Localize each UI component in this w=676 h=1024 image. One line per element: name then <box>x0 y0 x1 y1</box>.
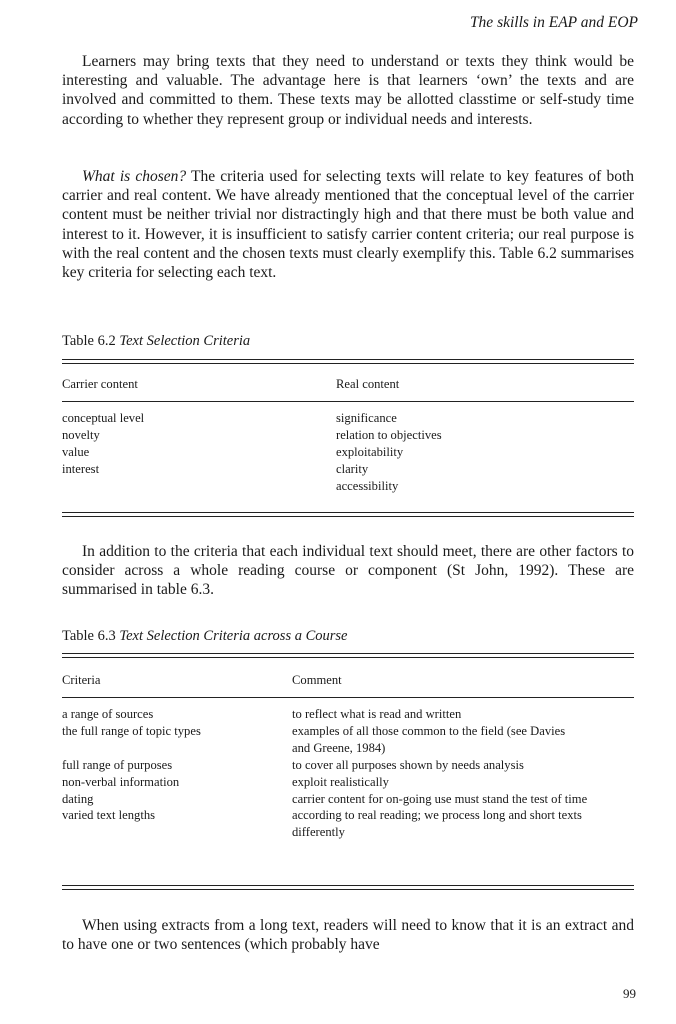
table-6-3-caption: Table 6.3 Text Selection Criteria across a Course <box>62 628 348 644</box>
header-real-content: Real content <box>336 377 400 391</box>
table-6-3-top-rule <box>62 653 634 654</box>
comment-cell: examples of all those common to the field (see Davies and Greene, 1984) <box>292 723 566 755</box>
header-carrier-content: Carrier content <box>62 377 138 391</box>
comment-cell: carrier content for on-going use must stand the test of time <box>292 791 588 806</box>
carrier-item: conceptual level <box>62 411 145 425</box>
running-head: The skills in EAP and EOP <box>469 14 638 31</box>
header-criteria: Criteria <box>62 673 101 687</box>
table-6-3-top-rule-inner <box>62 657 634 658</box>
header-comment: Comment <box>292 673 342 687</box>
real-item: relation to objectives <box>336 427 442 442</box>
real-item: accessibility <box>336 478 399 493</box>
criteria-cell: varied text lengths <box>62 808 156 823</box>
table-row <box>62 757 634 774</box>
table-6-3-bottom-rule <box>62 889 634 890</box>
table-6-3-bottom-rule-inner <box>62 885 634 886</box>
real-item: exploitability <box>336 444 404 459</box>
comment-cell: to reflect what is read and written <box>292 707 462 721</box>
carrier-item: interest <box>62 461 100 476</box>
paragraph-extracts: When using extracts from a long text, readers will need to know that it is an extract and to have one or two sentences (which probably have <box>62 917 634 954</box>
criteria-cell: full range of purposes <box>62 757 173 772</box>
table-row <box>62 723 634 757</box>
table-row <box>62 807 634 841</box>
carrier-item: value <box>62 444 90 459</box>
paragraph-what-is-chosen: What is chosen? The criteria used for selecting texts will relate to key features of both carrier and real content. We have already mentioned that the conceptual level of the carrier content must be neither trivial nor distractingly high and that there must be both value and interest to it. However, it is insufficient to satisfy carrier content criteria; our real purpose is with the real content and the chosen texts must clearly exemplify this. Table 6.2 summarises key criteria for selecting each text. <box>62 168 634 282</box>
table-6-2-bottom-rule <box>62 516 634 517</box>
table-row <box>62 791 634 808</box>
table-6-2-bottom-rule-inner <box>62 512 634 513</box>
comment-cell: to cover all purposes shown by needs analysis <box>292 757 524 772</box>
criteria-cell: non-verbal information <box>62 774 180 789</box>
what-is-chosen-lead: What is chosen? <box>82 168 187 185</box>
real-item: clarity <box>336 461 369 476</box>
carrier-item: novelty <box>62 427 100 442</box>
paragraph-learners: Learners may bring texts that they need to understand or texts they think would be interesting and valuable. The advantage here is that learners ‘own’ the texts and are involved and committed to them. These texts may be allotted classtime or self-study time according to whether they represent group or individual needs and interests. <box>62 53 634 128</box>
table-6-2-real-column <box>336 410 634 495</box>
real-item: significance <box>336 411 397 425</box>
criteria-cell: a range of sources <box>62 707 154 721</box>
comment-cell: exploit realistically <box>292 774 389 789</box>
table-row <box>62 774 634 791</box>
criteria-cell: the full range of topic types <box>62 723 201 738</box>
paragraph-in-addition: In addition to the criteria that each individual text should meet, there are other factors to consider across a whole reading course or component (St John, 1992). These are summarised in table 6.3. <box>62 543 634 599</box>
table-6-2-top-rule <box>62 359 634 360</box>
table-6-2-header-rule <box>62 401 634 402</box>
page-number: 99 <box>623 986 636 1001</box>
table-6-3-body <box>62 706 634 841</box>
table-6-2-top-rule-inner <box>62 363 634 364</box>
table-row <box>62 706 634 723</box>
comment-cell: according to real reading; we process long and short texts differently <box>292 808 582 840</box>
criteria-cell: dating <box>62 791 94 806</box>
table-6-2-caption: Table 6.2 Text Selection Criteria <box>62 333 251 349</box>
table-6-3-header-rule <box>62 697 634 698</box>
